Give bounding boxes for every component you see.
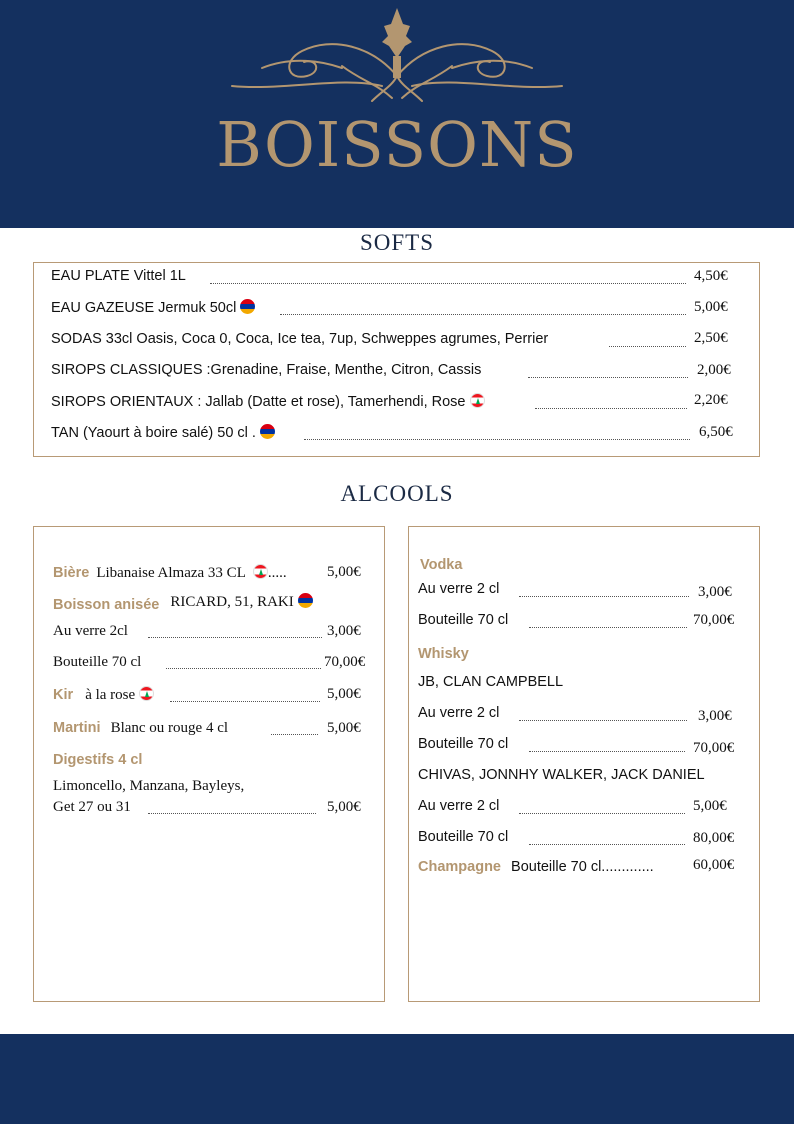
softs-item-price: 2,50€ [694, 330, 728, 346]
martini-label: Martini [53, 720, 101, 736]
page-title: BOISSONS [216, 108, 578, 181]
whisky-bouteille2-label: Bouteille 70 cl [418, 829, 509, 845]
softs-item-price: 5,00€ [694, 299, 728, 315]
softs-item-price: 2,20€ [694, 392, 728, 408]
armenia-flag-icon [240, 299, 255, 314]
kir-price: 5,00€ [327, 686, 361, 702]
softs-item-label: SIROPS ORIENTAUX : Jallab (Datte et rose), Tamerhendi, Rose [51, 394, 466, 410]
softs-item-row [51, 299, 255, 316]
champagne-price: 60,00€ [693, 857, 735, 873]
dot-leader [529, 627, 687, 628]
dot-leader [271, 734, 318, 735]
digestifs-label: Digestifs 4 cl [53, 752, 143, 768]
digestifs-line1: Limoncello, Manzana, Bayleys, [53, 778, 245, 794]
anisee-row [53, 596, 313, 614]
dot-leader [519, 596, 689, 597]
whisky-label: Whisky [418, 646, 469, 662]
kir-desc: à la rose [85, 687, 136, 703]
biere-label: Bière [53, 565, 90, 581]
softs-item-label: EAU PLATE Vittel 1L [51, 268, 186, 284]
ornament-icon [222, 6, 572, 116]
dot-leader [210, 283, 686, 284]
whisky-verre1-price: 3,00€ [698, 708, 732, 724]
softs-item-row [51, 393, 485, 410]
armenia-flag-icon [298, 593, 313, 608]
softs-item-label: SODAS 33cl Oasis, Coca 0, Coca, Ice tea, 7up, Schweppes agrumes, Perrier [51, 331, 549, 347]
martini-desc: Blanc ou rouge 4 cl [110, 720, 229, 736]
armenia-flag-icon [260, 424, 275, 439]
whisky-verre2-label: Au verre 2 cl [418, 798, 500, 814]
alcools-title: ALCOOLS [340, 481, 454, 506]
anisee-bouteille-label: Bouteille 70 cl [53, 654, 142, 670]
dot-leader [529, 844, 685, 845]
dot-leader [280, 314, 686, 315]
lebanon-flag-icon [253, 564, 268, 579]
softs-item-label: EAU GAZEUSE Jermuk 50cl [51, 300, 237, 316]
dot-leader [528, 377, 688, 378]
dot-leader [535, 408, 687, 409]
vodka-verre-price: 3,00€ [698, 584, 732, 600]
champagne-row [418, 859, 654, 875]
dot-leader [166, 668, 321, 669]
softs-item-price: 2,00€ [697, 362, 731, 378]
kir-row [53, 686, 154, 704]
martini-price: 5,00€ [327, 720, 361, 736]
anisee-bouteille-price: 70,00€ [324, 654, 366, 670]
anisee-label: Boisson anisée [53, 597, 160, 613]
biere-desc: Libanaise Almaza 33 CL [96, 565, 246, 581]
whisky-brand2: CHIVAS, JONNHY WALKER, JACK DANIEL [418, 767, 705, 783]
dot-leader [148, 813, 316, 814]
biere-price: 5,00€ [327, 564, 361, 580]
softs-item-label: TAN (Yaourt à boire salé) 50 cl . [51, 425, 256, 441]
softs-item-row [51, 424, 275, 441]
dot-leader [519, 720, 687, 721]
softs-item-price: 4,50€ [694, 268, 728, 284]
dot-leader [304, 439, 690, 440]
anisee-verre-price: 3,00€ [327, 623, 361, 639]
whisky-bouteille1-price: 70,00€ [693, 740, 735, 756]
anisee-desc: RICARD, 51, RAKI [170, 594, 294, 610]
whisky-brand1: JB, CLAN CAMPBELL [418, 674, 564, 690]
champagne-label: Champagne [418, 859, 501, 875]
softs-item-label: SIROPS CLASSIQUES :Grenadine, Fraise, Menthe, Citron, Cassis [51, 362, 482, 378]
vodka-label: Vodka [420, 557, 463, 573]
lebanon-flag-icon [470, 393, 485, 408]
dot-leader [519, 813, 685, 814]
whisky-verre2-price: 5,00€ [693, 798, 727, 814]
martini-row [53, 720, 228, 737]
header-banner [0, 0, 794, 228]
champagne-desc: Bouteille 70 cl............. [511, 859, 654, 875]
vodka-bouteille-label: Bouteille 70 cl [418, 612, 509, 628]
digestifs-price: 5,00€ [327, 799, 361, 815]
dot-leader [170, 701, 320, 702]
kir-label: Kir [53, 687, 74, 703]
whisky-bouteille1-label: Bouteille 70 cl [418, 736, 509, 752]
vodka-bouteille-price: 70,00€ [693, 612, 735, 628]
footer-banner [0, 1034, 794, 1124]
dot-leader [609, 346, 686, 347]
anisee-verre-label: Au verre 2cl [53, 623, 128, 639]
softs-item-price: 6,50€ [699, 424, 733, 440]
whisky-verre1-label: Au verre 2 cl [418, 705, 500, 721]
softs-title: SOFTS [359, 230, 435, 255]
vodka-verre-label: Au verre 2 cl [418, 581, 500, 597]
biere-row [53, 564, 287, 582]
digestifs-line2: Get 27 ou 31 [53, 799, 131, 815]
whisky-bouteille2-price: 80,00€ [693, 830, 735, 846]
dot-leader [529, 751, 685, 752]
dot-leader [148, 637, 322, 638]
biere-dots: ..... [267, 565, 287, 581]
lebanon-flag-icon [139, 686, 154, 701]
